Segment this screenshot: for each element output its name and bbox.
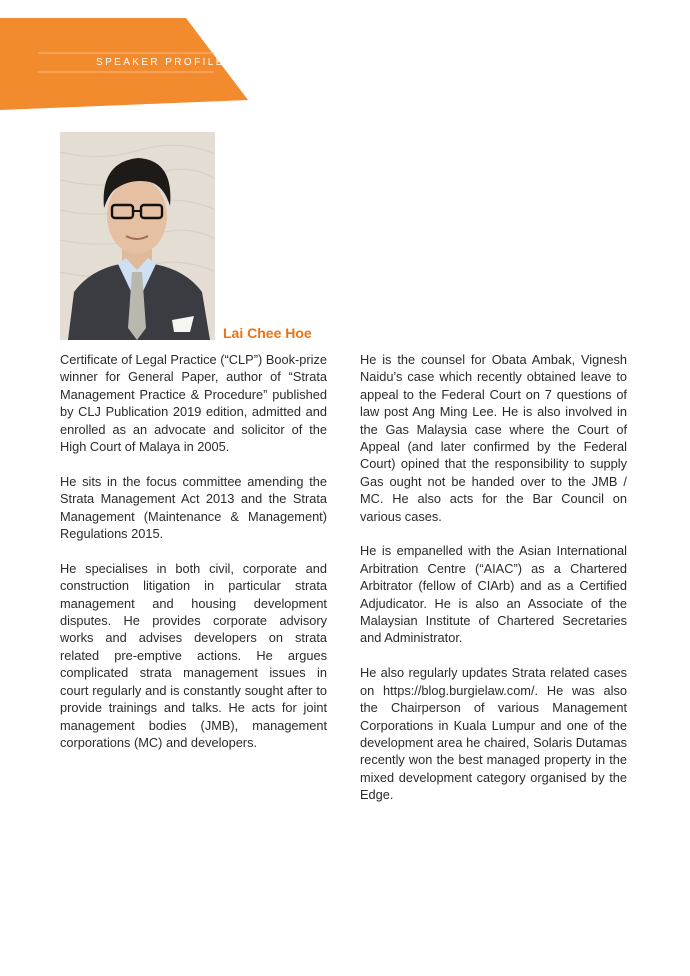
bio-paragraph: He specialises in both civil, corporate and construction litigation in particular strata management and housing development disputes. He provides corporate advisory works and advises developers on strata related pre-emptive actions. He argues complicated strata management issues in court regularly and is constantly sought after to provide trainings and talks. He acts for joint management bodies (JMB), management corporations (MC) and developers. — [60, 560, 327, 750]
bio-column-left — [60, 351, 327, 769]
bio-paragraph: He sits in the focus committee amending the Strata Management Act 2013 and the Strata Management (Maintenance & Management) Regulations 2015. — [60, 473, 327, 542]
bio-paragraph: He is empanelled with the Asian International Arbitration Centre (“AIAC”) as a Chartered Arbitrator (fellow of CIArb) and as a Certified Adjudicator. He is also an Associate of the Malaysian Institute of Chartered Secretaries and Administrator. — [360, 543, 627, 646]
bio-paragraph: He is the counsel for Obata Ambak, Vignesh Naidu’s case which recently obtained leave to appeal to the Federal Court on 7 questions of law post Ang Ming Lee. He is also involved in the Gas Malaysia case where the Court of Appeal (and later confirmed by the Federal Court) opined that the responsibility to supply Gas ought not be handed over to the JMB / MC. He also acts for the Bar Council on various cases. — [360, 352, 627, 524]
header-banner — [0, 0, 690, 120]
speaker-name: Lai Chee Hoe — [223, 325, 312, 341]
bio-paragraph: Certificate of Legal Practice (“CLP”) Book-prize winner for General Paper, author of “Strata Management Practice & Procedure” published by CLJ Publication 2019 edition, admitted and enrolled as an advocate and solicitor of the High Court of Malaya in 2005. — [60, 352, 327, 455]
speaker-photo — [60, 132, 215, 340]
section-label: SPEAKER PROFILE — [96, 57, 225, 68]
bio-column-right — [360, 351, 627, 821]
bio-paragraph: He also regularly updates Strata related cases on https://blog.burgielaw.com/. He was also the Chairperson of various Management Corporations in Kuala Lumpur and one of the development area he chaired, Solaris Dutamas recently won the best managed property in the mixed development category organised by the Edge. — [360, 665, 627, 803]
